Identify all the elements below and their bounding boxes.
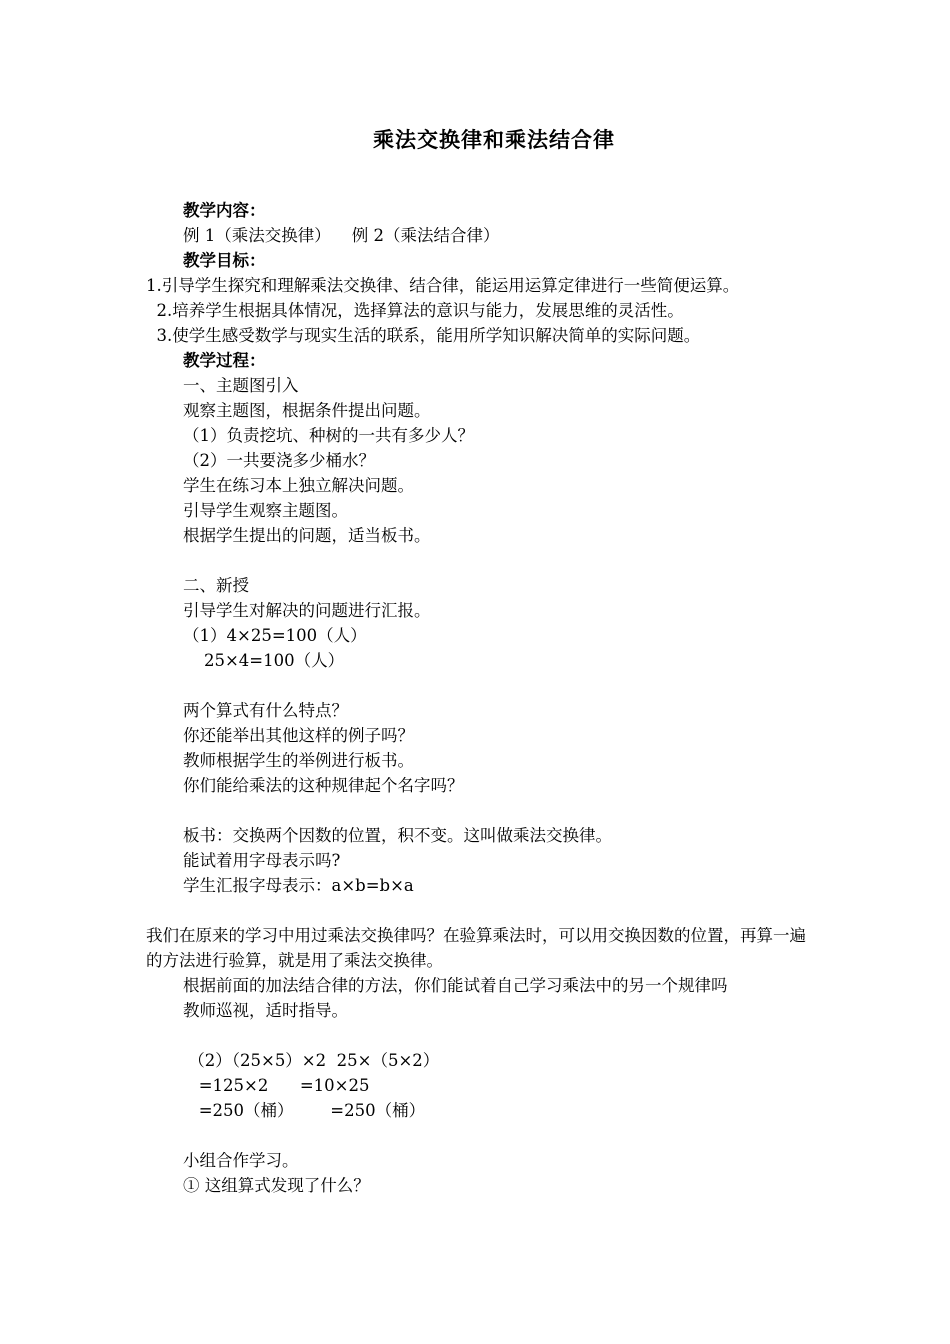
text-line: 根据学生提出的问题，适当板书。 <box>183 526 431 545</box>
text-line: 一、主题图引入 <box>183 376 299 395</box>
text-line: 两个算式有什么特点？ <box>183 701 348 720</box>
text-line: 教师根据学生的举例进行板书。 <box>183 751 414 770</box>
text-line: 例 1（乘法交换律） 例 2（乘法结合律） <box>183 226 500 245</box>
text-line: 教学目标： <box>183 251 266 270</box>
blank-line <box>146 898 816 923</box>
text-line: =250（桶） =250（桶） <box>183 1101 426 1120</box>
text-line: 根据前面的加法结合律的方法，你们能试着自己学习乘法中的另一个规律吗 <box>183 976 728 995</box>
document-body <box>146 198 816 1198</box>
text-line: ① 这组算式发现了什么？ <box>183 1176 370 1195</box>
blank-line <box>146 798 816 823</box>
blank-line <box>146 548 816 573</box>
text-line: 小组合作学习。 <box>183 1151 299 1170</box>
text-line: 学生在练习本上独立解决问题。 <box>183 476 414 495</box>
text-line: 25×4=100（人） <box>183 651 345 670</box>
text-line: 二、新授 <box>183 576 249 595</box>
text-line: （1）4×25=100（人） <box>183 626 367 645</box>
text-line: 你们能给乘法的这种规律起个名字吗？ <box>183 776 464 795</box>
text-line: 教学过程： <box>183 351 266 370</box>
text-line: 引导学生对解决的问题进行汇报。 <box>183 601 431 620</box>
blank-line <box>146 673 816 698</box>
text-line: 观察主题图，根据条件提出问题。 <box>183 401 431 420</box>
text-line: 教师巡视，适时指导。 <box>183 1001 348 1020</box>
text-line: 学生汇报字母表示：a×b=b×a <box>183 876 414 895</box>
text-line: （2）一共要浇多少桶水？ <box>183 451 375 470</box>
document-title: 乘法交换律和乘法结合律 <box>373 127 615 152</box>
text-line: 我们在原来的学习中用过乘法交换律吗？在验算乘法时，可以用交换因数的位置，再算一遍的方法进行验算，就是用了乘法交换律。 <box>146 926 806 970</box>
text-line: 能试着用字母表示吗? <box>183 851 341 870</box>
blank-line <box>146 1123 816 1148</box>
text-line: 3.使学生感受数学与现实生活的联系，能用所学知识解决简单的实际问题。 <box>146 326 701 345</box>
text-line: 你还能举出其他这样的例子吗？ <box>183 726 414 745</box>
text-line: 板书：交换两个因数的位置，积不变。这叫做乘法交换律。 <box>183 826 612 845</box>
text-line: （1）负责挖坑、种树的一共有多少人？ <box>183 426 474 445</box>
text-line: 教学内容： <box>183 201 266 220</box>
text-line: 引导学生观察主题图。 <box>183 501 348 520</box>
text-line: 1.引导学生探究和理解乘法交换律、结合律，能运用运算定律进行一些简便运算。 <box>146 276 740 295</box>
text-line: 2.培养学生根据具体情况，选择算法的意识与能力，发展思维的灵活性。 <box>146 301 684 320</box>
text-line: =125×2 =10×25 <box>183 1076 370 1095</box>
text-line: （2）（25×5）×2 25×（5×2） <box>183 1051 440 1070</box>
blank-line <box>146 1023 816 1048</box>
